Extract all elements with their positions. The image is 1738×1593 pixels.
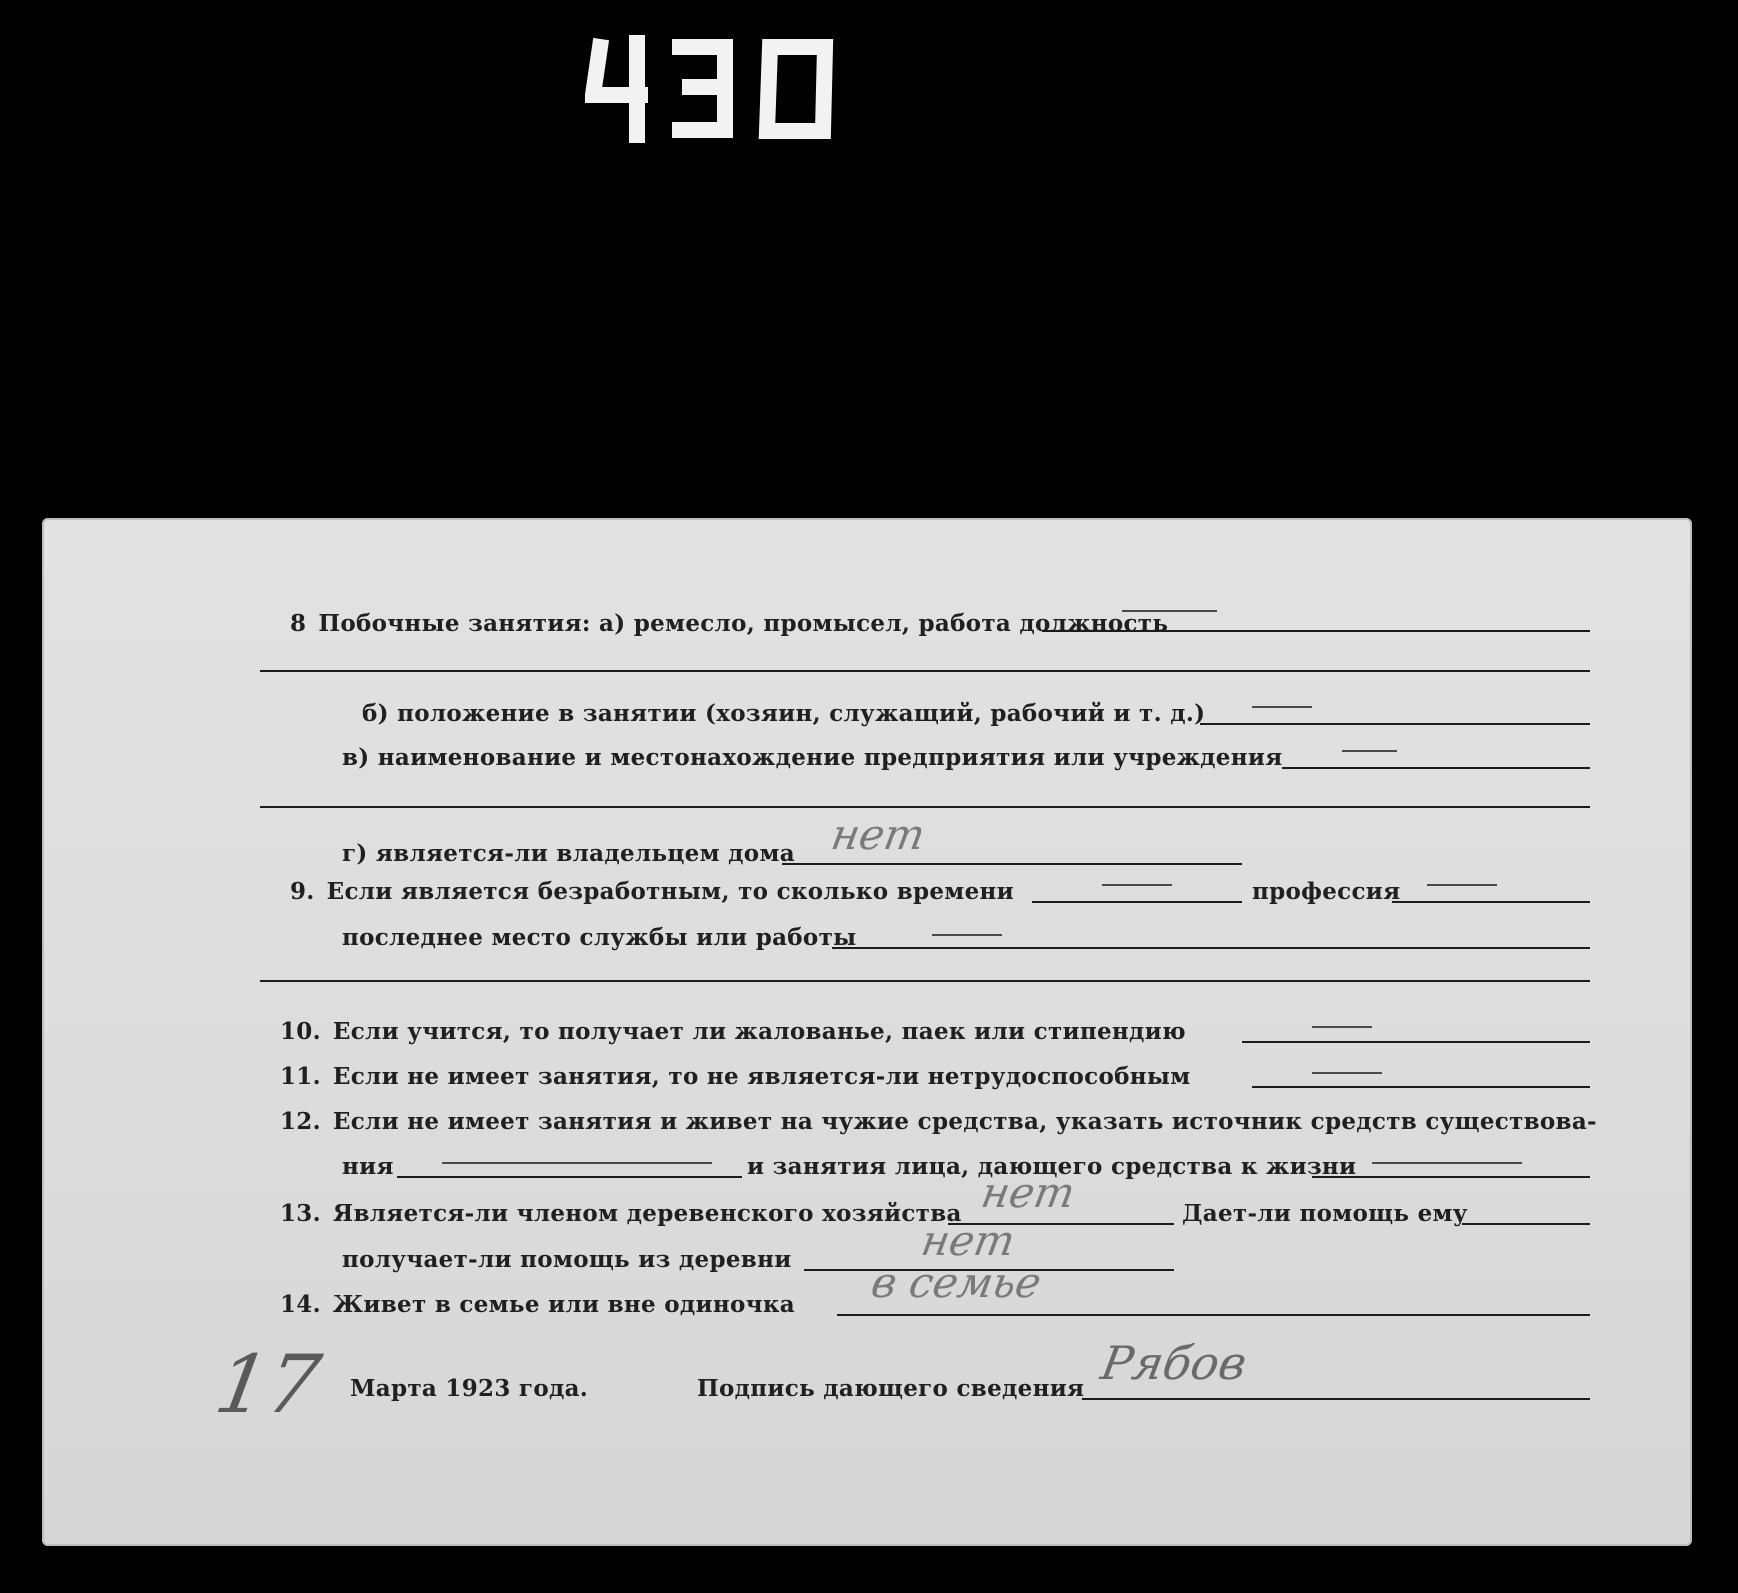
q14-line bbox=[280, 1291, 795, 1318]
q12-occupation-dash bbox=[1372, 1162, 1522, 1164]
frame-number-stencil bbox=[585, 35, 855, 145]
q12-text-2b: и занятия лица, дающего средства к жизни bbox=[747, 1153, 1357, 1180]
q8-v-answer-line bbox=[1282, 767, 1590, 769]
q8-b-dash bbox=[1252, 706, 1312, 708]
q8-g-answer-line bbox=[782, 863, 1242, 865]
q12-text-2a: ния bbox=[342, 1153, 394, 1180]
footer-signature-label: Подпись дающего сведения bbox=[697, 1375, 1085, 1402]
q8-line-g bbox=[342, 840, 795, 867]
q12-line-2 bbox=[342, 1153, 394, 1180]
q9-continuation-line bbox=[260, 980, 1590, 982]
q9-text-2: последнее место службы или работы bbox=[342, 924, 857, 951]
q9-last-job-line bbox=[832, 947, 1590, 949]
q9-duration-dash bbox=[1102, 884, 1172, 886]
q14-number: 14. bbox=[280, 1291, 321, 1318]
q13-text-1: Является-ли членом деревенского хозяйства bbox=[332, 1200, 962, 1227]
q10-number: 10. bbox=[280, 1018, 321, 1045]
q8-v-continuation-line bbox=[260, 806, 1590, 808]
date-day-handwritten: 17 bbox=[208, 1338, 327, 1431]
q9-profession bbox=[1252, 878, 1400, 905]
q9-line-2 bbox=[342, 924, 856, 951]
q13-line-1 bbox=[280, 1200, 962, 1227]
q13-number: 13. bbox=[280, 1200, 321, 1227]
q8-g-label: г) является-ли владельцем дома bbox=[342, 840, 795, 867]
q10-line bbox=[280, 1018, 1186, 1045]
q9-profession-label: профессия bbox=[1252, 878, 1401, 905]
q9-text-1: Если является безработным, то сколько времени bbox=[326, 878, 1015, 905]
q13-help-label: Дает-ли помощь ему bbox=[1182, 1200, 1468, 1227]
q9-profession-line bbox=[1392, 901, 1590, 903]
q13-help-line bbox=[1462, 1223, 1590, 1225]
q8-line-b bbox=[362, 700, 1205, 727]
q8-a-continuation-line bbox=[260, 670, 1590, 672]
q8-a-dash bbox=[1122, 610, 1217, 612]
q11-number: 11. bbox=[280, 1063, 321, 1090]
q9-duration-line bbox=[1032, 901, 1242, 903]
q8-a-answer-line bbox=[1042, 630, 1590, 632]
q9-last-job-dash bbox=[932, 934, 1002, 936]
q11-answer-line bbox=[1252, 1086, 1590, 1088]
archival-form-card bbox=[42, 518, 1692, 1546]
q8-number: 8 bbox=[290, 610, 307, 637]
q12-line-1 bbox=[280, 1108, 1597, 1135]
q8-b-answer-line bbox=[1200, 723, 1590, 725]
q12-number: 12. bbox=[280, 1108, 321, 1135]
q10-dash bbox=[1312, 1026, 1372, 1028]
q14-text: Живет в семье или вне одиночка bbox=[332, 1291, 795, 1318]
q8-line-a bbox=[290, 610, 1168, 637]
q14-handwritten-answer: в семье bbox=[867, 1258, 1046, 1307]
q12-text-1: Если не имеет занятия и живет на чужие средства, указать источник средств существова- bbox=[332, 1108, 1597, 1135]
handwritten-signature: Рябов bbox=[1097, 1336, 1251, 1390]
footer-date bbox=[350, 1375, 588, 1402]
q13-help bbox=[1182, 1200, 1468, 1227]
q9-number: 9. bbox=[290, 878, 315, 905]
q10-text: Если учится, то получает ли жалованье, паек или стипендию bbox=[332, 1018, 1186, 1045]
q11-line bbox=[280, 1063, 1191, 1090]
q10-answer-line bbox=[1242, 1041, 1590, 1043]
q12-source-line bbox=[397, 1176, 742, 1178]
q8-a-label: Побочные занятия: а) ремесло, промысел, работа должность bbox=[318, 610, 1169, 637]
q8-line-v bbox=[342, 744, 1283, 771]
q9-line-1 bbox=[290, 878, 1014, 905]
q12-occupation-line bbox=[1312, 1176, 1590, 1178]
signature-line bbox=[1082, 1398, 1590, 1400]
q8-v-dash bbox=[1342, 750, 1397, 752]
q11-text: Если не имеет занятия, то не является-ли нетрудоспособным bbox=[332, 1063, 1191, 1090]
q14-answer-line bbox=[837, 1314, 1590, 1316]
q13-handwritten-answer-1: нет bbox=[977, 1168, 1079, 1217]
q13-line-2 bbox=[342, 1246, 792, 1273]
footer-date-text: Марта 1923 года. bbox=[350, 1375, 589, 1402]
q13-handwritten-answer-2: нет bbox=[917, 1216, 1019, 1265]
q8-b-label: б) положение в занятии (хозяин, служащий, рабочий и т. д.) bbox=[362, 700, 1206, 727]
footer-signature-label-row bbox=[697, 1375, 1084, 1402]
q12-source-dash bbox=[442, 1162, 712, 1164]
q13-text-2: получает-ли помощь из деревни bbox=[342, 1246, 792, 1273]
q9-profession-dash bbox=[1427, 884, 1497, 886]
q11-dash bbox=[1312, 1072, 1382, 1074]
q8-v-label: в) наименование и местонахождение предприятия или учреждения bbox=[342, 744, 1283, 771]
q8-g-handwritten-answer: нет bbox=[827, 810, 929, 859]
